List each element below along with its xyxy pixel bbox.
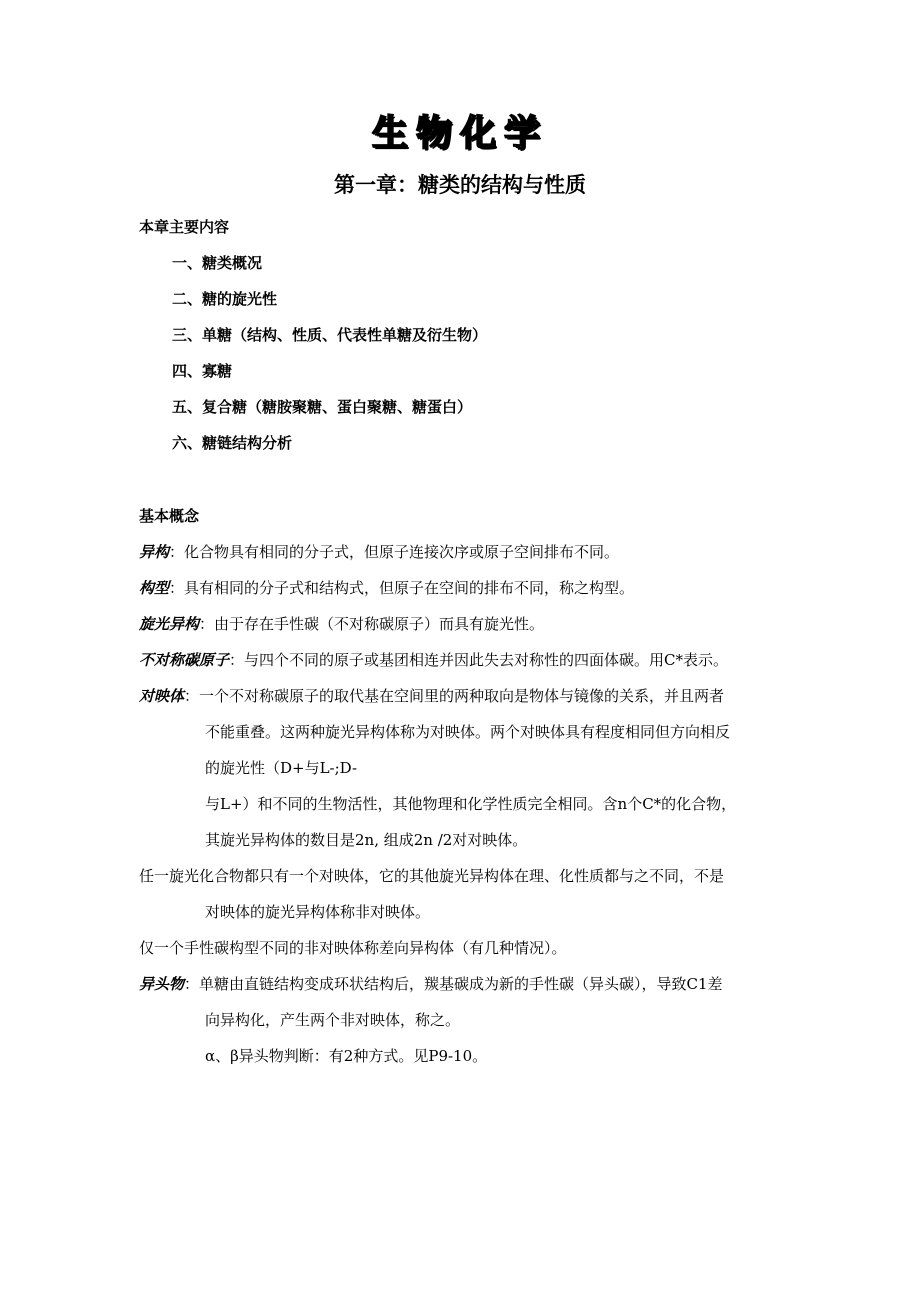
definition-text: 具有相同的分子式和结构式，但原子在空间的排布不同，称之构型。: [184, 579, 635, 597]
toc-item: 五、复合糖（糖胺聚糖、蛋白聚糖、糖蛋白）: [172, 398, 473, 416]
term-isomer: 异构: [139, 543, 170, 561]
term-separator: ：: [184, 687, 200, 705]
definition-text: 由于存在手性碳（不对称碳原子）而具有旋光性。: [214, 615, 545, 633]
term-optical-isomer: 旋光异构: [139, 615, 200, 633]
diastereomer-paragraph: 任一旋光化合物都只有一个对映体，它的其他旋光异构体在理、化性质都与之不同，不是: [139, 867, 725, 885]
definition-continuation: α、β异头物判断：有2种方式。见P9-10。: [205, 1047, 488, 1065]
term-anomer: 异头物: [139, 975, 185, 993]
term-separator: ：: [169, 543, 185, 561]
chapter-title: 第一章：糖类的结构与性质: [334, 173, 586, 197]
term-asymmetric-carbon: 不对称碳原子: [139, 651, 230, 669]
concepts-heading: 基本概念: [139, 507, 200, 525]
toc-item: 三、单糖（结构、性质、代表性单糖及衍生物）: [172, 326, 488, 344]
definition-continuation: 与L+）和不同的生物活性，其他物理和化学性质完全相同。含n个C*的化合物，: [205, 795, 737, 813]
document-title: 生物化学: [371, 113, 548, 154]
term-separator: ：: [184, 975, 200, 993]
definition-continuation: 的旋光性（D+与L-;D-: [205, 759, 358, 777]
toc-item: 六、糖链结构分析: [172, 434, 293, 452]
term-separator: ：: [229, 651, 245, 669]
definition-isomer: [139, 542, 619, 562]
definition-text: 化合物具有相同的分子式，但原子连接次序或原子空间排布不同。: [184, 543, 620, 561]
term-configuration: 构型: [139, 579, 170, 597]
term-enantiomer: 对映体: [139, 687, 185, 705]
definition-continuation: 对映体的旋光异构体称非对映体。: [205, 903, 431, 921]
toc-item: 二、糖的旋光性: [172, 290, 278, 308]
term-separator: ：: [169, 579, 185, 597]
definition-text: 一个不对称碳原子的取代基在空间里的两种取向是物体与镜像的关系，并且两者: [199, 687, 725, 705]
definition-asymmetric-carbon: [139, 650, 728, 670]
definition-configuration: [139, 578, 634, 598]
epimer-paragraph: 仅一个手性碳构型不同的非对映体称差向异构体（有几种情况）。: [139, 939, 567, 957]
definition-text: 单糖由直链结构变成环状结构后，羰基碳成为新的手性碳（异头碳），导致C1差: [199, 975, 723, 993]
definition-enantiomer: [139, 686, 724, 706]
toc-item: 一、糖类概况: [172, 254, 263, 272]
definition-anomer: [139, 974, 723, 994]
toc-item: 四、寡糖: [172, 362, 233, 380]
definition-continuation: 向异构化，产生两个非对映体，称之。: [205, 1011, 461, 1029]
definition-continuation: 不能重叠。这两种旋光异构体称为对映体。两个对映体具有程度相同但方向相反: [205, 723, 731, 741]
term-separator: ：: [199, 615, 215, 633]
definition-continuation: 其旋光异构体的数目是2n, 组成2n /2对对映体。: [205, 831, 528, 849]
main-content-heading: 本章主要内容: [139, 218, 230, 236]
definition-optical-isomer: [139, 614, 544, 634]
definition-text: 与四个不同的原子或基团相连并因此失去对称性的四面体碳。用C*表示。: [244, 651, 729, 669]
